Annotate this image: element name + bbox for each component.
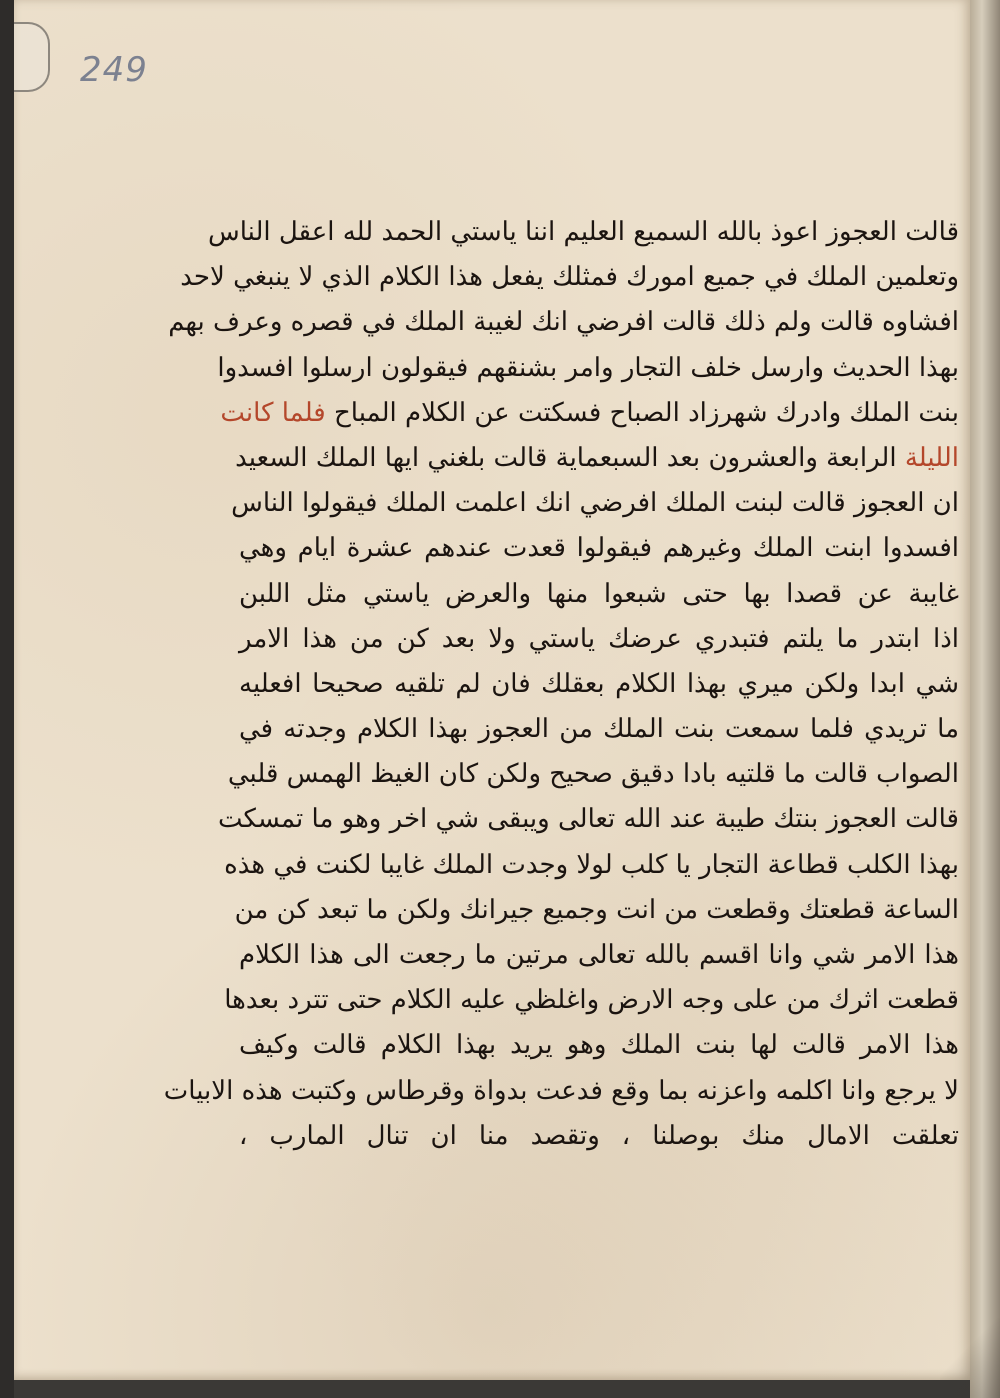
text-line: بهذا الحديث وارسل خلف التجار وامر بشنقهم فيقولون ارسلوا افسدوا <box>217 352 959 383</box>
adjacent-page-edge <box>970 0 1000 1398</box>
verse-line: تعلقت الامال منك بوصلنا ، وتقصد منا ان تنال المارب ، <box>239 1120 959 1151</box>
text-line: قالت العجوز اعوذ بالله السميع العليم اننا ياستي الحمد لله اعقل الناس <box>207 217 959 247</box>
manuscript-page <box>14 0 970 1380</box>
text-line: الساعة قطعتك وقطعت من انت وجميع جيرانك ولكن ما تبعد كن من <box>234 894 959 925</box>
text-line: بهذا الكلب قطاعة التجار يا كلب لولا وجدت الملك غايبا لكنت في هذه <box>224 849 959 880</box>
rubric-text: الليلة <box>904 442 959 473</box>
text-line-with-rubric <box>235 436 959 481</box>
text-line: وتعلمين الملك في جميع امورك فمثلك يفعل هذا الكلام الذي لا ينبغي لاحد <box>180 262 959 293</box>
page-clip-tab <box>14 22 50 92</box>
text-line: لا يرجع وانا اكلمه واعزنه بما وقع فدعت بدواة وقرطاس وكتبت هذه الابيات <box>163 1075 959 1106</box>
text-line: افسدوا ابنت الملك وغيرهم فيقولوا قعدت عندهم عشرة ايام وهي <box>239 533 959 564</box>
text-line: قالت العجوز بنتك طيبة عند الله تعالى ويبقى شي اخر وهو ما تمسكت <box>217 804 959 835</box>
text-line: ما تريدي فلما سمعت بنت الملك من العجوز بهذا الكلام وجدته في <box>239 714 959 745</box>
text-line: اذا ابتدر ما يلتم فتبدري عرضك ياستي ولا بعد كن من هذا الامر <box>239 623 959 654</box>
text-segment: الرابعة والعشرون بعد السبعماية قالت بلغني ايها الملك السعيد <box>235 442 897 473</box>
corner-shadow <box>940 1318 1000 1398</box>
text-line: شي ابدا ولكن ميري بهذا الكلام بعقلك فان لم تلقيه صحيحا افعليه <box>239 668 959 699</box>
text-line-with-rubric <box>220 391 959 436</box>
rubric-text: فلما كانت <box>220 397 326 428</box>
text-line: افشاوه قالت ولم ذلك قالت افرضي انك لغيبة الملك في قصره وعرف بهم <box>168 307 959 338</box>
text-line: غايبة عن قصدا بها حتى شبعوا منها والعرض ياستي مثل اللبن <box>239 578 959 609</box>
text-segment: بنت الملك وادرك شهرزاد الصباح فسكتت عن الكلام المباح <box>334 397 959 428</box>
dark-background-left <box>0 0 14 1398</box>
text-line: هذا الامر شي وانا اقسم بالله تعالى مرتين ما رجعت الى هذا الكلام <box>239 940 959 970</box>
folio-number: 249 <box>80 50 148 90</box>
text-line: ان العجوز قالت لبنت الملك افرضي انك اعلمت الملك فيقولوا الناس <box>231 488 959 519</box>
text-line: الصواب قالت ما قلتيه بادا دقيق صحيح ولكن كان الغيظ الهمس قلبي <box>227 759 959 790</box>
text-line: قطعت اثرك من على وجه الارض واغلظي عليه الكلام حتى تترد بعدها <box>224 985 959 1016</box>
text-line: هذا الامر قالت لها بنت الملك وهو يريد بهذا الكلام قالت وكيف <box>239 1030 959 1061</box>
manuscript-text-block <box>163 210 959 1200</box>
